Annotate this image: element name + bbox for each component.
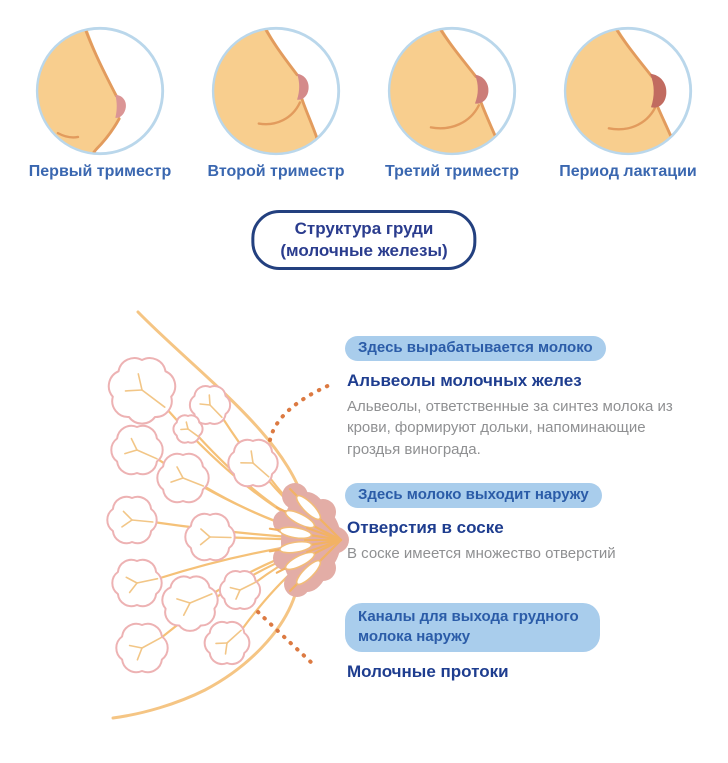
trimester-stages-row	[0, 24, 728, 181]
breast-stage-illustration-1	[12, 24, 188, 158]
stage-first-trimester	[12, 24, 188, 181]
callout-pill: Здесь молоко выходит наружу	[345, 483, 602, 508]
callout-alveoli	[345, 336, 677, 460]
alveoli-clusters	[107, 358, 277, 672]
mammary-gland-diagram	[55, 290, 395, 730]
stage-label: Третий триместр	[384, 163, 520, 180]
dotted-connector-ducts	[258, 612, 314, 665]
callout-heading: Альвеолы молочных желез	[347, 370, 582, 390]
breast-profile-svg	[209, 24, 343, 158]
title-line-2: (молочные железы)	[280, 241, 448, 261]
breast-profile-svg	[33, 24, 167, 158]
stage-second-trimester	[188, 24, 364, 181]
stage-third-trimester	[364, 24, 540, 181]
stage-lactation-period	[540, 24, 716, 181]
structure-title-pill	[251, 210, 476, 270]
breast-stage-illustration-3	[364, 24, 540, 158]
callout-milk-ducts	[345, 603, 677, 687]
breast-profile-svg	[385, 24, 519, 158]
callout-heading: Молочные протоки	[347, 661, 509, 681]
title-line-1: Структура груди	[294, 219, 434, 238]
breast-stage-illustration-4	[540, 24, 716, 158]
callout-heading: Отверстия в соске	[347, 517, 504, 537]
callout-body: Альвеолы, ответственные за синтез молока из крови, формируют дольки, напоминающие гроздья винограда.	[347, 398, 673, 458]
callout-pill: Каналы для выхода грудного молока наружу	[345, 603, 600, 652]
dotted-connector-alveoli	[270, 384, 332, 440]
stage-label: Первый триместр	[28, 163, 172, 180]
stage-label: Период лактации	[559, 163, 697, 180]
breast-profile-svg	[561, 24, 695, 158]
stage-label: Второй триместр	[207, 163, 345, 180]
callout-pill: Здесь вырабатывается молоко	[345, 336, 606, 361]
breast-stage-illustration-2	[188, 24, 364, 158]
callout-body: В соске имеется множество отверстий	[347, 545, 616, 563]
callout-nipple-openings	[345, 483, 677, 564]
